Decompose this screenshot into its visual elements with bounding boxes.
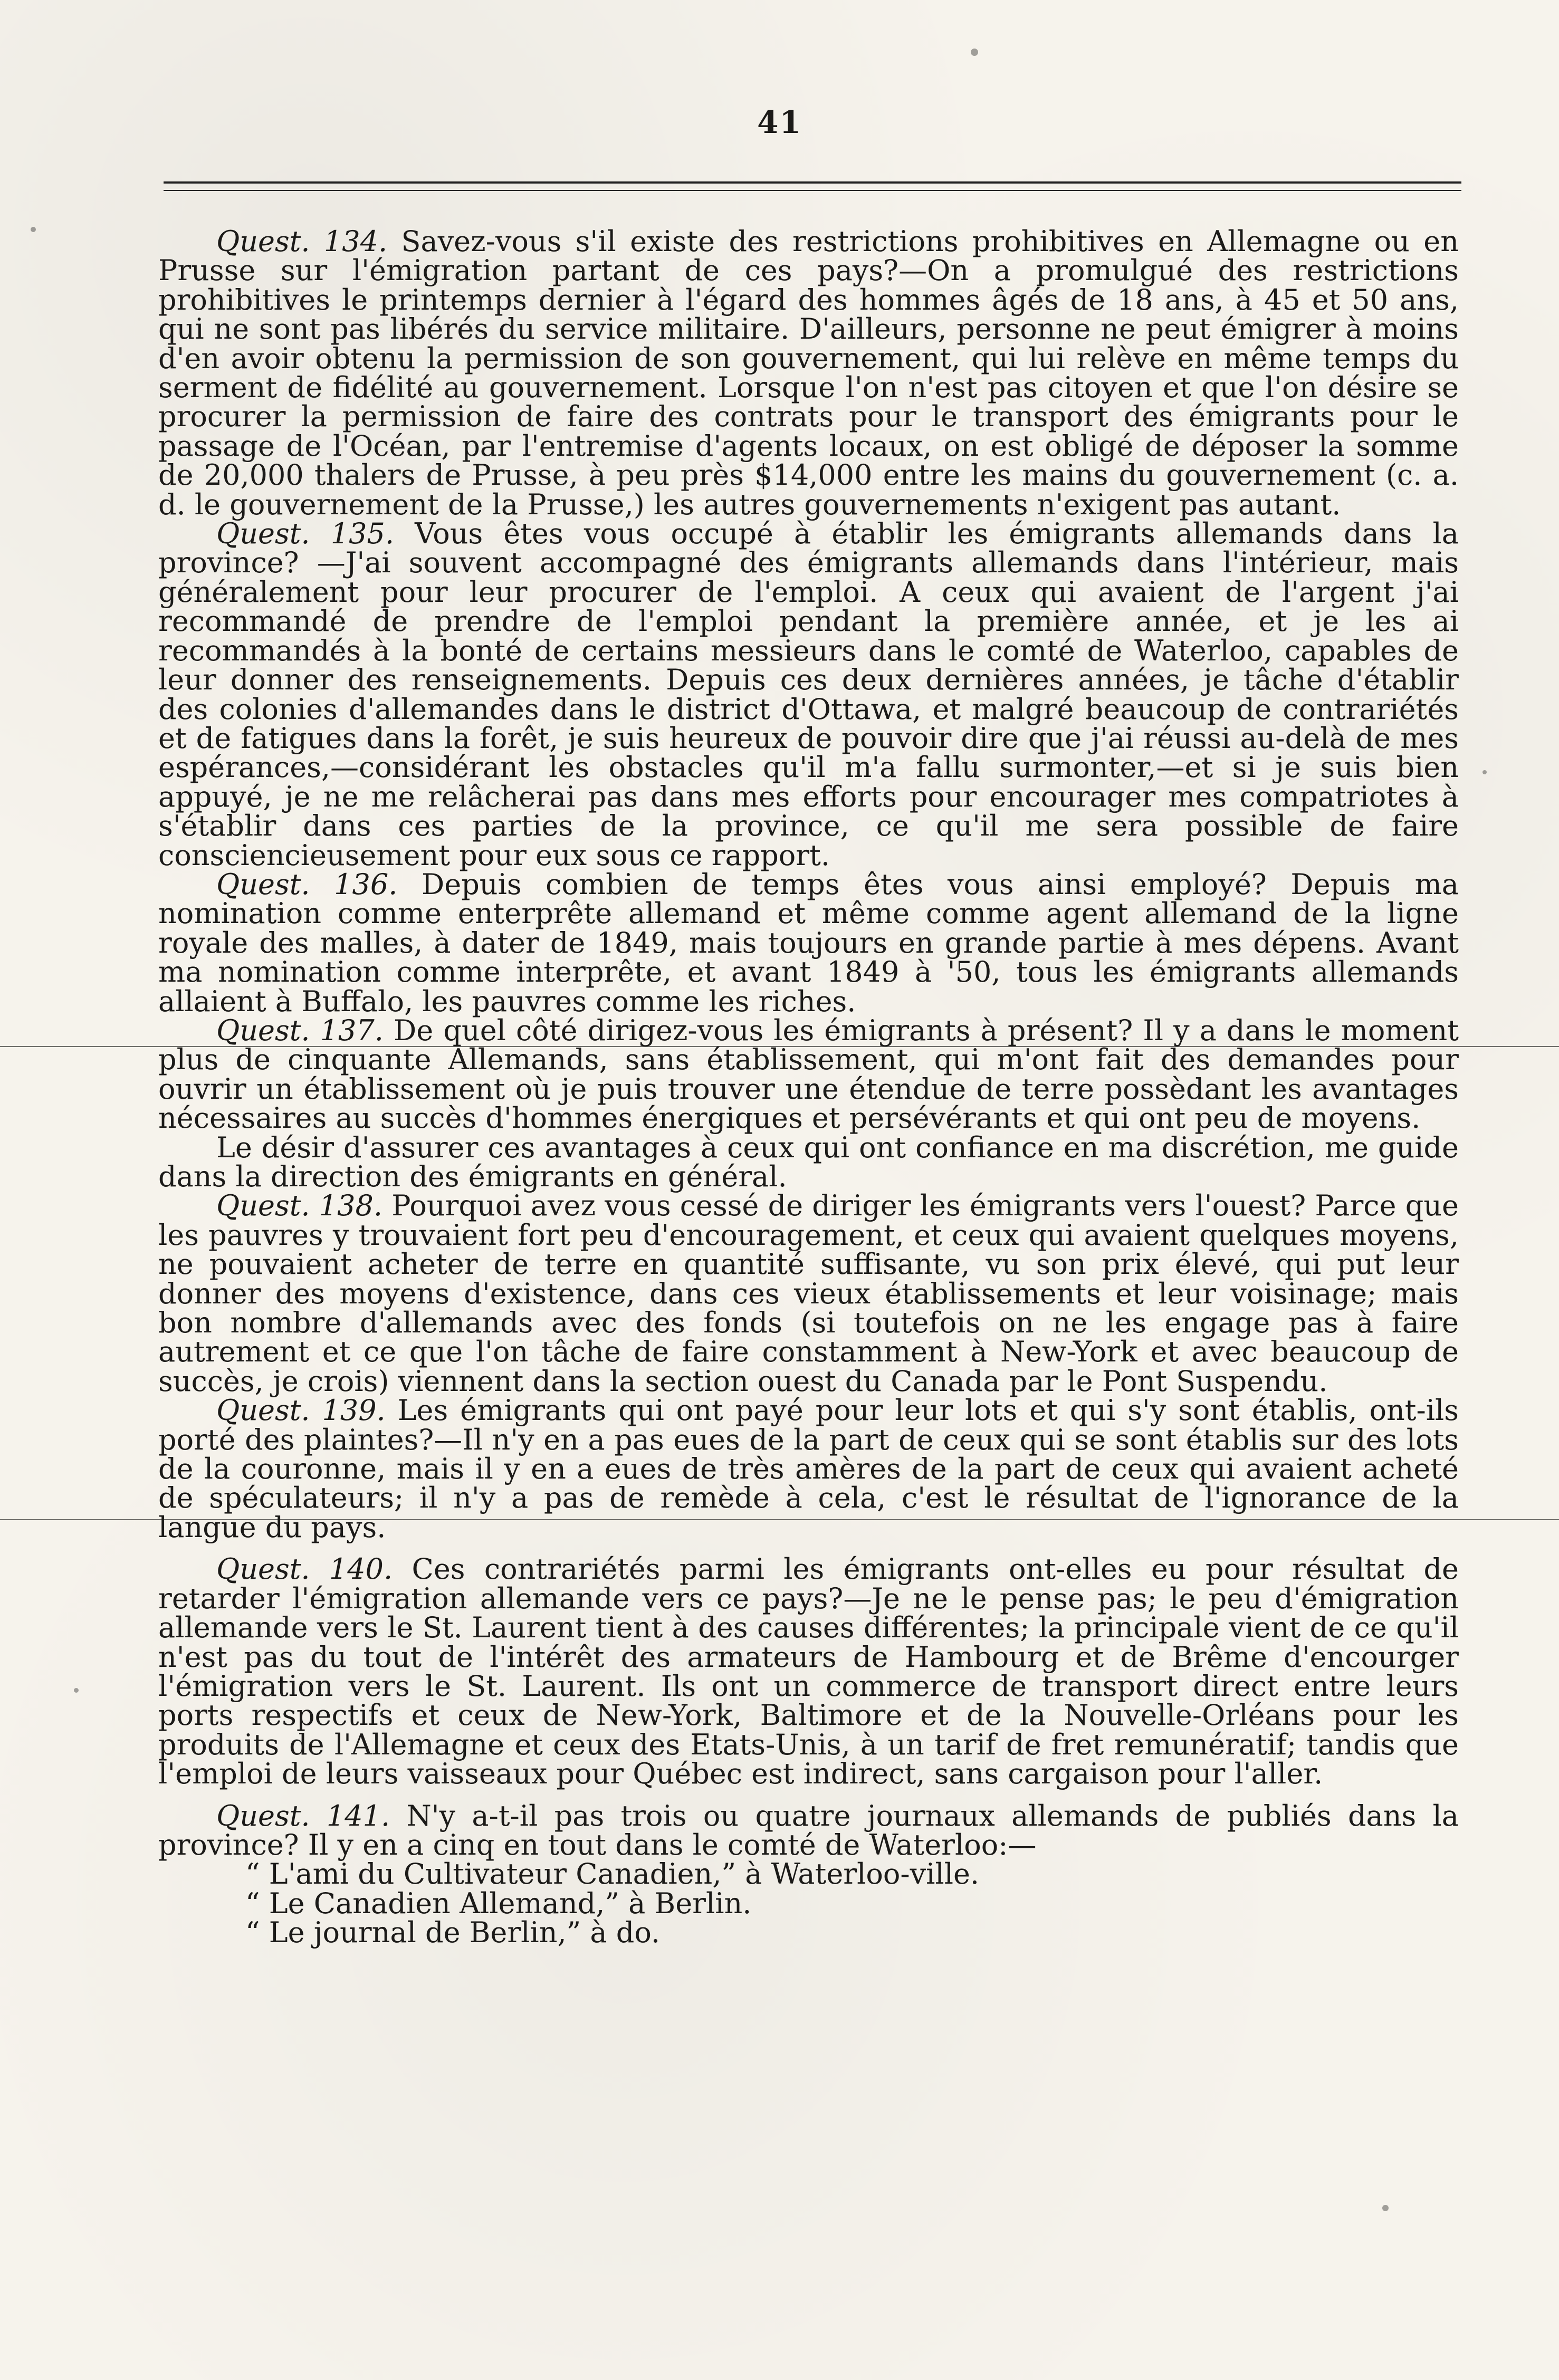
question-135-paragraph — [158, 519, 1459, 870]
question-label: Quest. 135. — [216, 517, 394, 551]
question-label: Quest. 136. — [216, 867, 398, 901]
question-label: Quest. 139. — [216, 1394, 386, 1427]
question-label: Quest. 138. — [216, 1189, 383, 1223]
paragraph-text: Savez-vous s'il existe des restrictions prohibitives en Allemagne ou en Prusse sur l'émigration partant de ces pays?—On a promulgué des restrictions prohibitives le printemps dernier à l'égard des hommes âgés de 18 ans, à 45 et 50 ans, qui ne sont pas libérés du service militaire. D'ailleurs, personne ne peut émigrer à moins d'en avoir obtenu la permission de son gouvernement, qui lui relève en même temps du serment de fidélité au gouvernement. Lorsque l'on n'est pas citoyen et que l'on désire se procurer la permission de faire des contrats pour le transport des émigrants pour le passage de l'Océan, par l'entremise d'agents locaux, on est obligé de déposer la somme de 20,000 thalers de Prusse, à peu près $14,000 entre les mains du gouvernement (c. a. d. le gouvernement de la Prusse,) les autres gouvernements n'exigent pas autant. — [158, 225, 1459, 521]
header-rule-thin — [164, 190, 1461, 191]
paragraph-text: Vous êtes vous occupé à établir les émigrants allemands dans la province? —J'ai souvent accompagné des émigrants allemands dans l'intérieur, mais généralement pour leur procurer de l'emploi. A ceux qui avaient de l'argent j'ai recommandé de prendre de l'emploi pendant la première année, et je les ai recommandés à la bonté de certains messieurs dans le comté de Waterloo, capables de leur donner des renseignements. Depuis ces deux dernières années, je tâche d'établir des colonies d'allemandes dans le district d'Ottawa, et malgré beaucoup de contrariétés et de fatigues dans la forêt, je suis heureux de pouvoir dire que j'ai réussi au-delà de mes espérances,—considérant les obstacles qu'il m'a fallu surmonter,—et si je suis bien appuyé, je ne me relâcherai pas dans mes efforts pour encourager mes compatriotes à s'établir dans ces parties de la province, ce qu'il me sera possible de faire consciencieusement pour eux sous ce rapport. — [158, 517, 1459, 872]
document-body — [158, 225, 1459, 1950]
page-number: 41 — [757, 104, 802, 140]
scan-speck — [31, 227, 36, 232]
question-141-paragraph — [158, 1801, 1459, 1860]
question-label: Quest. 140. — [216, 1552, 393, 1586]
newspaper-item: “ Le Canadien Allemand,” à Berlin. — [245, 1886, 752, 1920]
scan-speck — [1483, 770, 1487, 774]
scan-speck — [74, 1688, 79, 1693]
scan-speck — [1382, 2205, 1389, 2211]
question-label: Quest. 141. — [216, 1799, 390, 1832]
question-label: Quest. 137. — [216, 1013, 384, 1047]
paragraph-text: Le désir d'assurer ces avantages à ceux qui ont confiance en ma discrétion, me guide dans la direction des émigrants en général. — [158, 1130, 1459, 1193]
newspaper-item: “ L'ami du Cultivateur Canadien,” à Waterloo-ville. — [245, 1857, 980, 1891]
continuation-paragraph — [158, 1130, 1459, 1193]
paragraph-text: Ces contrariétés parmi les émigrants ont-elles eu pour résultat de retarder l'émigration allemande vers ce pays?—Je ne le pense pas; le peu d'émigration allemande vers le St. Laurent tient à des causes différentes; la principale vient de ce qu'il n'est pas du tout de l'intérêt des armateurs de Hambourg et de Brême d'encourger l'émigration vers le St. Laurent. Ils ont un commerce de transport direct entre leurs ports respectifs et ceux de New-York, Baltimore et de la Nouvelle-Orléans pour les produits de l'Allemagne et ceux des Etats-Unis, à un tarif de fret remunératif; tandis que l'emploi de leurs vaisseaux pour Québec est indirect, sans cargaison pour l'aller. — [158, 1552, 1459, 1791]
newspaper-item: “ Le journal de Berlin,” à do. — [245, 1916, 661, 1950]
question-136-paragraph — [158, 867, 1459, 1018]
scan-speck — [971, 49, 978, 56]
question-139-paragraph — [158, 1396, 1459, 1542]
paragraph-text: Les émigrants qui ont payé pour leur lots et qui s'y sont établis, ont-ils porté des plaintes?—Il n'y en a pas eues de la part de ceux qui se sont établis sur des lots de la couronne, mais il y en a eues de très amères de la part de ceux qui avaient acheté de spéculateurs; il n'y a pas de remède à cela, c'est le résultat de l'ignorance de la langue du pays. — [158, 1394, 1459, 1544]
paragraph-text: Depuis combien de temps êtes vous ainsi employé? Depuis ma nomination comme enterprête allemand et même comme agent allemand de la ligne royale des malles, à dater de 1849, mais toujours en grande partie à mes dépens. Avant ma nomination comme interprête, et avant 1849 à '50, tous les émigrants allemands allaient à Buffalo, les pauvres comme les riches. — [158, 867, 1459, 1018]
question-label: Quest. 134. — [216, 225, 388, 258]
paragraph-text: De quel côté dirigez-vous les émigrants à présent? Il y a dans le moment plus de cinquante Allemands, sans établissement, qui m'ont fait des demandes pour ouvrir un établissement où je puis trouver une étendue de terre possèdant les avantages nécessaires au succès d'hommes énergiques et persévérants et qui ont peu de moyens. — [158, 1013, 1459, 1135]
newspaper-list — [245, 1857, 1459, 1950]
paragraph-text: N'y a-t-il pas trois ou quatre journaux allemands de publiés dans la province? Il y en a cinq en tout dans le comté de Waterloo:— — [158, 1799, 1459, 1861]
question-138-paragraph — [158, 1191, 1459, 1396]
question-134-paragraph — [158, 227, 1459, 519]
header-rule — [164, 181, 1461, 184]
paragraph-text: Pourquoi avez vous cessé de diriger les émigrants vers l'ouest? Parce que les pauvres y trouvaient fort peu d'encouragement, et ceux qui avaient quelques moyens, ne pouvaient acheter de terre en quantité suffisante, vu son prix élevé, qui put leur donner des moyens d'existence, dans ces vieux établissements et leur voisinage; mais bon nombre d'allemands avec des fonds (si toutefois on ne les engage pas à faire autrement et ce que l'on tâche de faire constamment à New-York et avec beaucoup de succès, je crois) viennent dans la section ouest du Canada par le Pont Suspendu. — [158, 1189, 1459, 1398]
question-140-paragraph — [158, 1552, 1459, 1791]
question-137-paragraph — [158, 1013, 1459, 1135]
